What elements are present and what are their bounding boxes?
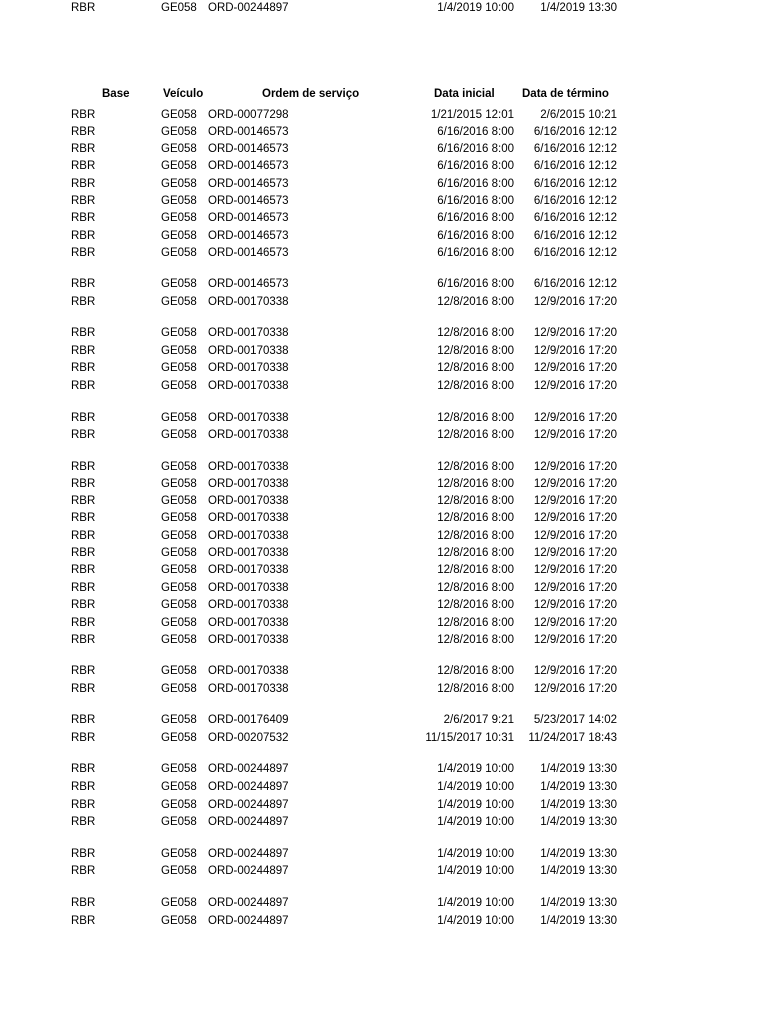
cell-data-termino: 12/9/2016 17:20 (533, 478, 617, 490)
cell-data-termino: 12/9/2016 17:20 (533, 512, 617, 524)
cell-data-inicial: 12/8/2016 8:00 (437, 665, 514, 677)
cell-data-termino: 1/4/2019 13:30 (540, 2, 617, 14)
cell-data-inicial: 1/4/2019 10:00 (437, 781, 514, 793)
cell-ordem: ORD-00170338 (208, 617, 289, 629)
cell-base: RBR (71, 178, 96, 190)
cell-data-termino: 12/9/2016 17:20 (533, 665, 617, 677)
cell-veiculo: GE058 (161, 799, 197, 811)
table-row (0, 176, 768, 193)
cell-data-inicial: 11/15/2017 10:31 (425, 732, 514, 744)
cell-base: RBR (71, 429, 96, 441)
cell-veiculo: GE058 (161, 178, 197, 190)
cell-ordem: ORD-00207532 (208, 732, 289, 744)
cell-ordem: ORD-00170338 (208, 345, 289, 357)
cell-base: RBR (71, 683, 96, 695)
cell-data-termino: 2/6/2015 10:21 (540, 109, 617, 121)
table-row (0, 797, 768, 814)
table-row (0, 493, 768, 510)
cell-data-inicial: 6/16/2016 8:00 (437, 278, 514, 290)
cell-veiculo: GE058 (161, 109, 197, 121)
cell-ordem: ORD-00170338 (208, 412, 289, 424)
cell-ordem: ORD-00170338 (208, 665, 289, 677)
cell-veiculo: GE058 (161, 816, 197, 828)
table-row (0, 459, 768, 476)
table-row (0, 193, 768, 210)
cell-ordem: ORD-00170338 (208, 362, 289, 374)
cell-data-inicial: 12/8/2016 8:00 (437, 345, 514, 357)
cell-data-termino: 12/9/2016 17:20 (533, 380, 617, 392)
cell-veiculo: GE058 (161, 345, 197, 357)
cell-data-inicial: 12/8/2016 8:00 (437, 512, 514, 524)
cell-data-inicial: 12/8/2016 8:00 (437, 547, 514, 559)
table-row (0, 814, 768, 831)
table-row (0, 632, 768, 649)
table-row (0, 343, 768, 360)
cell-data-termino: 12/9/2016 17:20 (533, 617, 617, 629)
cell-base: RBR (71, 247, 96, 259)
cell-base: RBR (71, 599, 96, 611)
cell-data-termino: 12/9/2016 17:20 (533, 582, 617, 594)
table-row (0, 779, 768, 796)
cell-veiculo: GE058 (161, 429, 197, 441)
cell-base: RBR (71, 732, 96, 744)
table-row (0, 158, 768, 175)
cell-data-termino: 12/9/2016 17:20 (533, 599, 617, 611)
cell-veiculo: GE058 (161, 412, 197, 424)
cell-veiculo: GE058 (161, 126, 197, 138)
cell-base: RBR (71, 915, 96, 927)
table-row (0, 294, 768, 311)
table-row (0, 124, 768, 141)
cell-data-termino: 12/9/2016 17:20 (533, 296, 617, 308)
cell-base: RBR (71, 816, 96, 828)
cell-data-inicial: 6/16/2016 8:00 (437, 195, 514, 207)
table-row (0, 360, 768, 377)
cell-base: RBR (71, 799, 96, 811)
cell-ordem: ORD-00244897 (208, 763, 289, 775)
cell-base: RBR (71, 512, 96, 524)
cell-base: RBR (71, 109, 96, 121)
cell-ordem: ORD-00077298 (208, 109, 289, 121)
cell-ordem: ORD-00170338 (208, 478, 289, 490)
cell-data-inicial: 1/4/2019 10:00 (437, 763, 514, 775)
cell-data-inicial: 12/8/2016 8:00 (437, 412, 514, 424)
cell-data-termino: 1/4/2019 13:30 (540, 915, 617, 927)
cell-data-termino: 12/9/2016 17:20 (533, 530, 617, 542)
cell-ordem: ORD-00146573 (208, 143, 289, 155)
table-row (0, 615, 768, 632)
cell-base: RBR (71, 530, 96, 542)
table-row (0, 913, 768, 930)
cell-ordem: ORD-00244897 (208, 816, 289, 828)
cell-base: RBR (71, 617, 96, 629)
cell-data-inicial: 12/8/2016 8:00 (437, 683, 514, 695)
cell-base: RBR (71, 195, 96, 207)
cell-base: RBR (71, 143, 96, 155)
cell-base: RBR (71, 865, 96, 877)
cell-data-inicial: 6/16/2016 8:00 (437, 143, 514, 155)
cell-ordem: ORD-00146573 (208, 247, 289, 259)
cell-veiculo: GE058 (161, 732, 197, 744)
cell-veiculo: GE058 (161, 380, 197, 392)
table-row (0, 712, 768, 729)
cell-veiculo: GE058 (161, 495, 197, 507)
table-row (0, 107, 768, 124)
cell-data-inicial: 12/8/2016 8:00 (437, 582, 514, 594)
table-row (0, 141, 768, 158)
table-row (0, 228, 768, 245)
cell-data-termino: 12/9/2016 17:20 (533, 495, 617, 507)
cell-data-termino: 12/9/2016 17:20 (533, 429, 617, 441)
cell-data-inicial: 6/16/2016 8:00 (437, 126, 514, 138)
table-row (0, 378, 768, 395)
cell-ordem: ORD-00170338 (208, 564, 289, 576)
table-row (0, 476, 768, 493)
cell-ordem: ORD-00244897 (208, 915, 289, 927)
cell-data-termino: 12/9/2016 17:20 (533, 327, 617, 339)
cell-veiculo: GE058 (161, 683, 197, 695)
cell-base: RBR (71, 634, 96, 646)
cell-ordem: ORD-00146573 (208, 278, 289, 290)
header-data-inicial: Data inicial (434, 88, 495, 100)
cell-ordem: ORD-00244897 (208, 897, 289, 909)
table-row (0, 210, 768, 227)
cell-veiculo: GE058 (161, 478, 197, 490)
cell-veiculo: GE058 (161, 327, 197, 339)
cell-base: RBR (71, 160, 96, 172)
cell-ordem: ORD-00170338 (208, 599, 289, 611)
cell-data-inicial: 1/4/2019 10:00 (437, 897, 514, 909)
cell-data-termino: 6/16/2016 12:12 (533, 278, 617, 290)
cell-veiculo: GE058 (161, 781, 197, 793)
cell-data-termino: 1/4/2019 13:30 (540, 781, 617, 793)
cell-data-termino: 6/16/2016 12:12 (533, 247, 617, 259)
cell-data-inicial: 6/16/2016 8:00 (437, 247, 514, 259)
cell-data-inicial: 12/8/2016 8:00 (437, 495, 514, 507)
cell-veiculo: GE058 (161, 599, 197, 611)
table-row (0, 597, 768, 614)
cell-data-inicial: 6/16/2016 8:00 (437, 230, 514, 242)
table-row (0, 410, 768, 427)
cell-veiculo: GE058 (161, 582, 197, 594)
cell-ordem: ORD-00244897 (208, 848, 289, 860)
cell-veiculo: GE058 (161, 763, 197, 775)
cell-data-termino: 6/16/2016 12:12 (533, 126, 617, 138)
cell-data-termino: 12/9/2016 17:20 (533, 345, 617, 357)
cell-data-inicial: 12/8/2016 8:00 (437, 296, 514, 308)
cell-data-termino: 1/4/2019 13:30 (540, 848, 617, 860)
cell-data-termino: 12/9/2016 17:20 (533, 461, 617, 473)
cell-veiculo: GE058 (161, 296, 197, 308)
cell-veiculo: GE058 (161, 564, 197, 576)
cell-data-inicial: 1/4/2019 10:00 (437, 799, 514, 811)
cell-base: RBR (71, 296, 96, 308)
cell-data-termino: 6/16/2016 12:12 (533, 160, 617, 172)
cell-veiculo: GE058 (161, 617, 197, 629)
cell-base: RBR (71, 2, 96, 14)
table-row (0, 681, 768, 698)
table-row (0, 895, 768, 912)
cell-data-termino: 6/16/2016 12:12 (533, 143, 617, 155)
cell-ordem: ORD-00170338 (208, 512, 289, 524)
cell-ordem: ORD-00170338 (208, 683, 289, 695)
cell-ordem: ORD-00170338 (208, 461, 289, 473)
cell-data-inicial: 12/8/2016 8:00 (437, 362, 514, 374)
cell-base: RBR (71, 763, 96, 775)
cell-data-inicial: 2/6/2017 9:21 (443, 714, 514, 726)
cell-veiculo: GE058 (161, 547, 197, 559)
cell-data-inicial: 12/8/2016 8:00 (437, 429, 514, 441)
cell-base: RBR (71, 582, 96, 594)
cell-ordem: ORD-00244897 (208, 865, 289, 877)
cell-base: RBR (71, 126, 96, 138)
table-row (0, 0, 768, 17)
cell-veiculo: GE058 (161, 2, 197, 14)
cell-data-termino: 1/4/2019 13:30 (540, 897, 617, 909)
cell-veiculo: GE058 (161, 665, 197, 677)
cell-veiculo: GE058 (161, 530, 197, 542)
cell-veiculo: GE058 (161, 160, 197, 172)
cell-veiculo: GE058 (161, 195, 197, 207)
cell-veiculo: GE058 (161, 212, 197, 224)
cell-base: RBR (71, 412, 96, 424)
cell-ordem: ORD-00146573 (208, 178, 289, 190)
header-ordem: Ordem de serviço (262, 88, 360, 100)
cell-veiculo: GE058 (161, 897, 197, 909)
cell-data-termino: 1/4/2019 13:30 (540, 799, 617, 811)
cell-veiculo: GE058 (161, 634, 197, 646)
cell-base: RBR (71, 327, 96, 339)
table-row (0, 528, 768, 545)
cell-ordem: ORD-00146573 (208, 160, 289, 172)
cell-ordem: ORD-00170338 (208, 582, 289, 594)
cell-base: RBR (71, 897, 96, 909)
table-row (0, 427, 768, 444)
cell-base: RBR (71, 278, 96, 290)
cell-base: RBR (71, 495, 96, 507)
header-veiculo: Veículo (163, 88, 204, 100)
cell-data-inicial: 6/16/2016 8:00 (437, 160, 514, 172)
cell-data-inicial: 12/8/2016 8:00 (437, 461, 514, 473)
cell-base: RBR (71, 547, 96, 559)
cell-ordem: ORD-00146573 (208, 212, 289, 224)
cell-data-termino: 12/9/2016 17:20 (533, 683, 617, 695)
cell-veiculo: GE058 (161, 714, 197, 726)
cell-data-inicial: 12/8/2016 8:00 (437, 599, 514, 611)
table-row (0, 245, 768, 262)
cell-data-termino: 12/9/2016 17:20 (533, 547, 617, 559)
cell-data-termino: 1/4/2019 13:30 (540, 763, 617, 775)
cell-data-inicial: 12/8/2016 8:00 (437, 634, 514, 646)
table-row (0, 846, 768, 863)
cell-ordem: ORD-00244897 (208, 2, 289, 14)
cell-veiculo: GE058 (161, 278, 197, 290)
cell-ordem: ORD-00146573 (208, 126, 289, 138)
cell-ordem: ORD-00170338 (208, 547, 289, 559)
cell-ordem: ORD-00170338 (208, 634, 289, 646)
cell-data-termino: 12/9/2016 17:20 (533, 564, 617, 576)
cell-ordem: ORD-00244897 (208, 781, 289, 793)
cell-ordem: ORD-00170338 (208, 296, 289, 308)
cell-data-inicial: 1/4/2019 10:00 (437, 865, 514, 877)
cell-data-termino: 12/9/2016 17:20 (533, 412, 617, 424)
cell-data-termino: 6/16/2016 12:12 (533, 195, 617, 207)
cell-data-inicial: 1/21/2015 12:01 (430, 109, 514, 121)
cell-data-inicial: 12/8/2016 8:00 (437, 327, 514, 339)
cell-ordem: ORD-00146573 (208, 195, 289, 207)
table-row (0, 580, 768, 597)
cell-data-termino: 1/4/2019 13:30 (540, 865, 617, 877)
cell-data-inicial: 12/8/2016 8:00 (437, 564, 514, 576)
table-row (0, 761, 768, 778)
cell-base: RBR (71, 848, 96, 860)
cell-ordem: ORD-00244897 (208, 799, 289, 811)
cell-base: RBR (71, 230, 96, 242)
cell-data-inicial: 12/8/2016 8:00 (437, 530, 514, 542)
cell-data-termino: 6/16/2016 12:12 (533, 212, 617, 224)
cell-veiculo: GE058 (161, 247, 197, 259)
cell-data-termino: 6/16/2016 12:12 (533, 178, 617, 190)
cell-base: RBR (71, 478, 96, 490)
cell-data-inicial: 12/8/2016 8:00 (437, 617, 514, 629)
table-row (0, 663, 768, 680)
table-row (0, 510, 768, 527)
cell-ordem: ORD-00170338 (208, 380, 289, 392)
cell-veiculo: GE058 (161, 865, 197, 877)
cell-data-inicial: 1/4/2019 10:00 (437, 915, 514, 927)
cell-data-inicial: 1/4/2019 10:00 (437, 848, 514, 860)
table-row (0, 325, 768, 342)
cell-base: RBR (71, 345, 96, 357)
cell-data-inicial: 12/8/2016 8:00 (437, 380, 514, 392)
cell-veiculo: GE058 (161, 848, 197, 860)
cell-data-termino: 11/24/2017 18:43 (528, 732, 617, 744)
cell-veiculo: GE058 (161, 512, 197, 524)
cell-base: RBR (71, 781, 96, 793)
cell-veiculo: GE058 (161, 362, 197, 374)
cell-data-inicial: 1/4/2019 10:00 (437, 2, 514, 14)
table-row (0, 730, 768, 747)
cell-data-termino: 6/16/2016 12:12 (533, 230, 617, 242)
cell-ordem: ORD-00170338 (208, 327, 289, 339)
table-row (0, 562, 768, 579)
cell-base: RBR (71, 380, 96, 392)
cell-data-termino: 1/4/2019 13:30 (540, 816, 617, 828)
table-row (0, 276, 768, 293)
cell-base: RBR (71, 461, 96, 473)
cell-ordem: ORD-00146573 (208, 230, 289, 242)
cell-data-inicial: 6/16/2016 8:00 (437, 212, 514, 224)
cell-veiculo: GE058 (161, 461, 197, 473)
cell-data-inicial: 12/8/2016 8:00 (437, 478, 514, 490)
cell-veiculo: GE058 (161, 143, 197, 155)
cell-base: RBR (71, 714, 96, 726)
cell-veiculo: GE058 (161, 230, 197, 242)
header-data-termino: Data de término (522, 88, 609, 100)
cell-ordem: ORD-00170338 (208, 429, 289, 441)
cell-ordem: ORD-00170338 (208, 495, 289, 507)
cell-base: RBR (71, 212, 96, 224)
header-base: Base (102, 88, 130, 100)
cell-ordem: ORD-00170338 (208, 530, 289, 542)
table-row (0, 863, 768, 880)
cell-veiculo: GE058 (161, 915, 197, 927)
cell-data-termino: 12/9/2016 17:20 (533, 362, 617, 374)
cell-data-termino: 12/9/2016 17:20 (533, 634, 617, 646)
cell-ordem: ORD-00176409 (208, 714, 289, 726)
cell-data-inicial: 1/4/2019 10:00 (437, 816, 514, 828)
cell-base: RBR (71, 665, 96, 677)
cell-base: RBR (71, 564, 96, 576)
cell-data-inicial: 6/16/2016 8:00 (437, 178, 514, 190)
cell-base: RBR (71, 362, 96, 374)
cell-data-termino: 5/23/2017 14:02 (533, 714, 617, 726)
table-row (0, 545, 768, 562)
